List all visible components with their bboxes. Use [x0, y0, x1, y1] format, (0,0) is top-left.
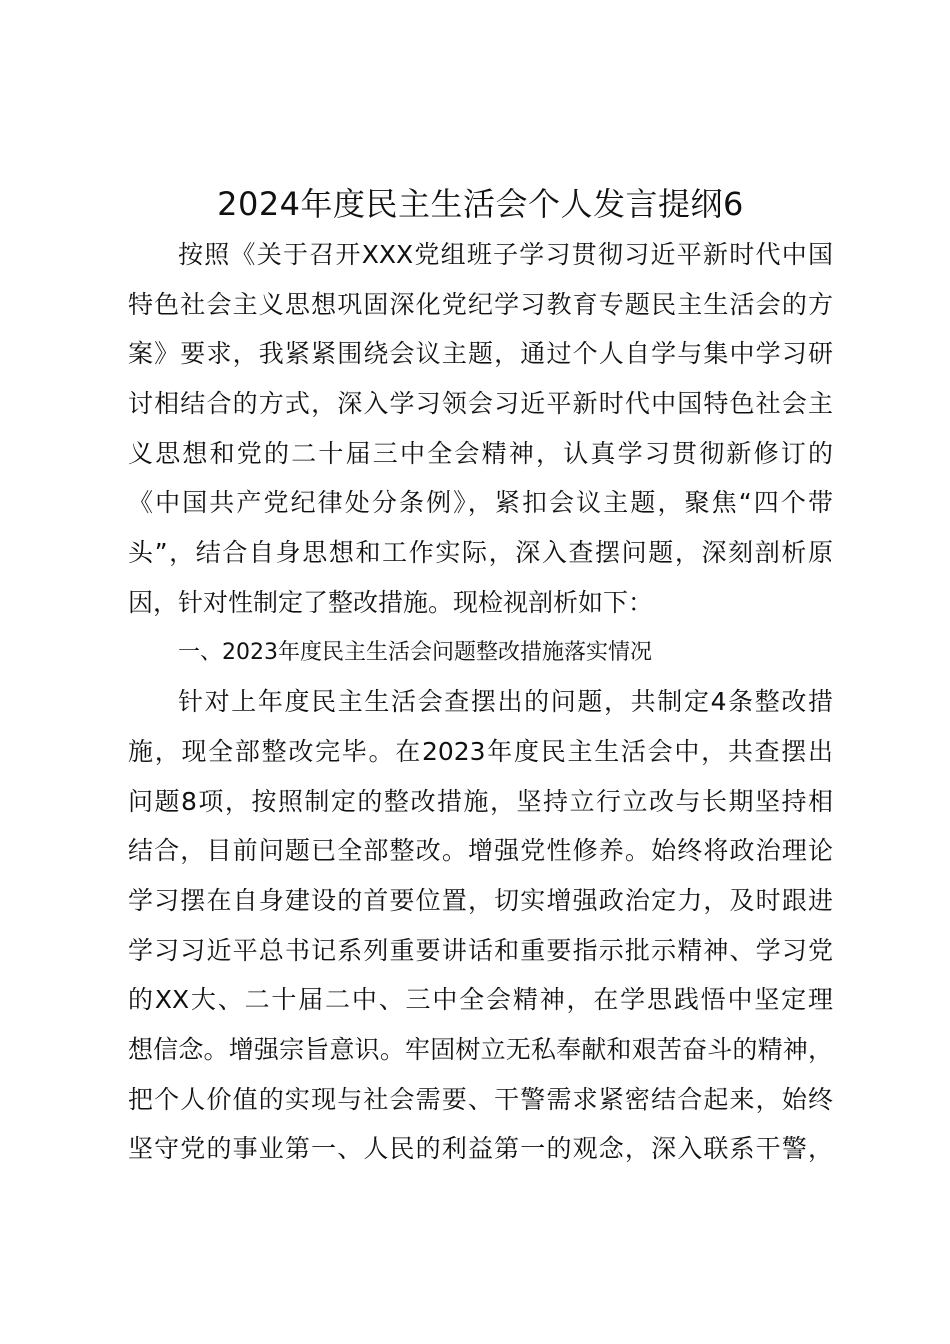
paragraph-2-line: 把个人价值的实现与社会需要、干警需求紧密结合起来，始终 — [128, 1084, 833, 1114]
paragraph-2-line: 针对上年度民主生活会查摆出的问题，共制定4条整改措 — [178, 687, 833, 717]
section-1-heading: 一、2023年度民主生活会问题整改措施落实情况 — [178, 639, 652, 665]
paragraph-2-line: 施，现全部整改完毕。在2023年度民主生活会中，共查摆出 — [128, 736, 833, 766]
paragraph-1-line: 《中国共产党纪律处分条例》，紧扣会议主题，聚焦“四个带 — [128, 488, 833, 518]
paragraph-2-line: 问题8项，按照制定的整改措施，坚持立行立改与长期坚持相 — [128, 786, 833, 816]
paragraph-2-line: 结合，目前问题已全部整改。增强党性修养。始终将政治理论 — [128, 836, 833, 866]
paragraph-2-line: 学习习近平总书记系列重要讲话和重要指示批示精神、学习党 — [128, 935, 833, 965]
paragraph-1-line: 特色社会主义思想巩固深化党纪学习教育专题民主生活会的方 — [128, 289, 833, 319]
paragraph-2-line: 坚守党的事业第一、人民的利益第一的观念，深入联系干警， — [128, 1134, 833, 1164]
paragraph-1-line: 头”，结合自身思想和工作实际，深入查摆问题，深刻剖析原 — [128, 538, 833, 568]
document-title: 2024年度民主生活会个人发言提纲6 — [217, 185, 744, 223]
document-body — [128, 230, 833, 1174]
paragraph-1-line: 讨相结合的方式，深入学习领会习近平新时代中国特色社会主 — [128, 389, 833, 419]
paragraph-2-line: 的XX大、二十届二中、三中全会精神，在学思践悟中坚定理 — [128, 985, 833, 1015]
paragraph-1-line: 因，针对性制定了整改措施。现检视剖析如下： — [128, 587, 654, 617]
paragraph-1-line: 按照《关于召开XXX党组班子学习贯彻习近平新时代中国 — [178, 240, 833, 269]
paragraph-2-line: 想信念。增强宗旨意识。牢固树立无私奉献和艰苦奋斗的精神， — [128, 1035, 833, 1064]
paragraph-1-line: 义思想和党的二十届三中全会精神，认真学习贯彻新修订的 — [128, 438, 833, 468]
paragraph-1-line: 案》要求，我紧紧围绕会议主题，通过个人自学与集中学习研 — [128, 339, 833, 369]
paragraph-2-line: 学习摆在自身建设的首要位置，切实增强政治定力，及时跟进 — [128, 885, 833, 915]
